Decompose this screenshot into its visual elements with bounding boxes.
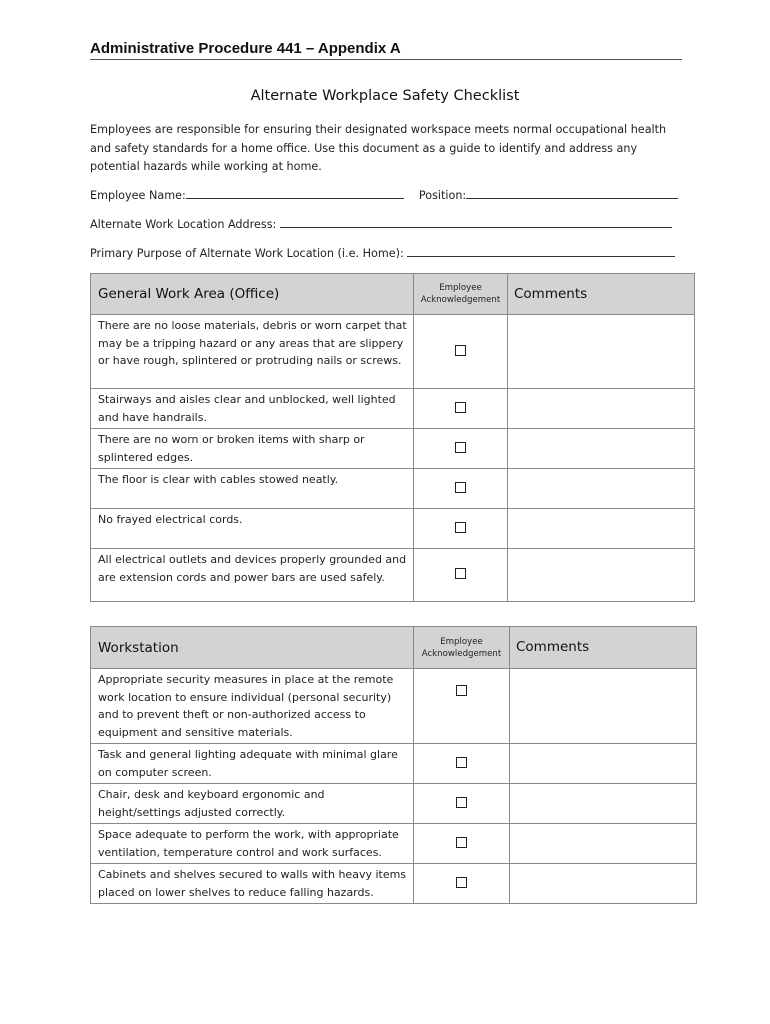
table-row <box>91 864 697 904</box>
comments-cell[interactable] <box>510 784 697 824</box>
table-row <box>91 315 695 389</box>
checklist-item-text: No frayed electrical cords. <box>91 509 414 549</box>
table-row <box>91 389 695 429</box>
comments-header: Comments <box>510 627 697 669</box>
document-header: Administrative Procedure 441 – Appendix A <box>90 40 401 57</box>
table-row <box>91 824 697 864</box>
general-work-area-table <box>90 273 695 602</box>
checklist-item-text: Chair, desk and keyboard ergonomic and height/settings adjusted correctly. <box>91 784 414 824</box>
section-title: Workstation <box>91 627 414 669</box>
checklist-item-text: Appropriate security measures in place at the remote work location to ensure individual (personal security) and to prevent theft or non-authorized access to equipment and sensitive materials. <box>91 669 414 744</box>
table-row <box>91 509 695 549</box>
checklist-item-text: The floor is clear with cables stowed neatly. <box>91 469 414 509</box>
acknowledgement-checkbox[interactable] <box>456 877 467 888</box>
acknowledgement-checkbox[interactable] <box>456 757 467 768</box>
acknowledgement-checkbox[interactable] <box>456 797 467 808</box>
comments-cell[interactable] <box>508 389 695 429</box>
checklist-item-text: Stairways and aisles clear and unblocked, well lighted and have handrails. <box>91 389 414 429</box>
checklist-item-text: Task and general lighting adequate with minimal glare on computer screen. <box>91 744 414 784</box>
position-field[interactable] <box>466 187 678 199</box>
acknowledgement-checkbox[interactable] <box>456 837 467 848</box>
table-row <box>91 669 697 744</box>
comments-cell[interactable] <box>508 509 695 549</box>
table-row <box>91 549 695 602</box>
table-row <box>91 429 695 469</box>
address-row <box>90 216 672 231</box>
purpose-row <box>90 245 675 260</box>
comments-cell[interactable] <box>508 549 695 602</box>
checklist-item-text: All electrical outlets and devices properly grounded and are extension cords and power bars are used safely. <box>91 549 414 602</box>
comments-cell[interactable] <box>510 824 697 864</box>
checklist-item-text: Cabinets and shelves secured to walls with heavy items placed on lower shelves to reduce falling hazards. <box>91 864 414 904</box>
comments-header: Comments <box>508 274 695 315</box>
checklist-item-text: There are no loose materials, debris or worn carpet that may be a tripping hazard or any areas that are slippery or have rough, splintered or protruding nails or screws. <box>91 315 414 389</box>
checklist-item-text: Space adequate to perform the work, with appropriate ventilation, temperature control and work surfaces. <box>91 824 414 864</box>
purpose-label: Primary Purpose of Alternate Work Location (i.e. Home): <box>90 247 404 260</box>
comments-cell[interactable] <box>510 669 697 744</box>
ack-header: Employee Acknowledgement <box>414 274 508 315</box>
purpose-field[interactable] <box>407 245 675 257</box>
acknowledgement-checkbox[interactable] <box>455 522 466 533</box>
employee-name-label: Employee Name: <box>90 189 186 202</box>
position-label: Position: <box>418 189 467 202</box>
acknowledgement-checkbox[interactable] <box>456 685 467 696</box>
acknowledgement-checkbox[interactable] <box>455 442 466 453</box>
table-row <box>91 784 697 824</box>
acknowledgement-checkbox[interactable] <box>455 345 466 356</box>
header-rule <box>90 59 682 60</box>
acknowledgement-checkbox[interactable] <box>455 482 466 493</box>
employee-name-row <box>90 187 678 202</box>
checklist-item-text: There are no worn or broken items with sharp or splintered edges. <box>91 429 414 469</box>
employee-name-field[interactable] <box>186 187 404 199</box>
comments-cell[interactable] <box>510 744 697 784</box>
acknowledgement-checkbox[interactable] <box>455 402 466 413</box>
acknowledgement-checkbox[interactable] <box>455 568 466 579</box>
comments-cell[interactable] <box>508 315 695 389</box>
table-row <box>91 744 697 784</box>
section-title: General Work Area (Office) <box>91 274 414 315</box>
comments-cell[interactable] <box>508 429 695 469</box>
workstation-table <box>90 626 697 904</box>
address-label: Alternate Work Location Address: <box>90 218 277 231</box>
comments-cell[interactable] <box>510 864 697 904</box>
ack-header: Employee Acknowledgement <box>414 627 510 669</box>
table-row <box>91 469 695 509</box>
address-field[interactable] <box>280 216 672 228</box>
page-title: Alternate Workplace Safety Checklist <box>250 88 520 104</box>
intro-paragraph: Employees are responsible for ensuring their designated workspace meets normal occupational health and safety standards for a home office. Use this document as a guide to identify and address any potential hazards while working at home. <box>90 123 667 173</box>
comments-cell[interactable] <box>508 469 695 509</box>
